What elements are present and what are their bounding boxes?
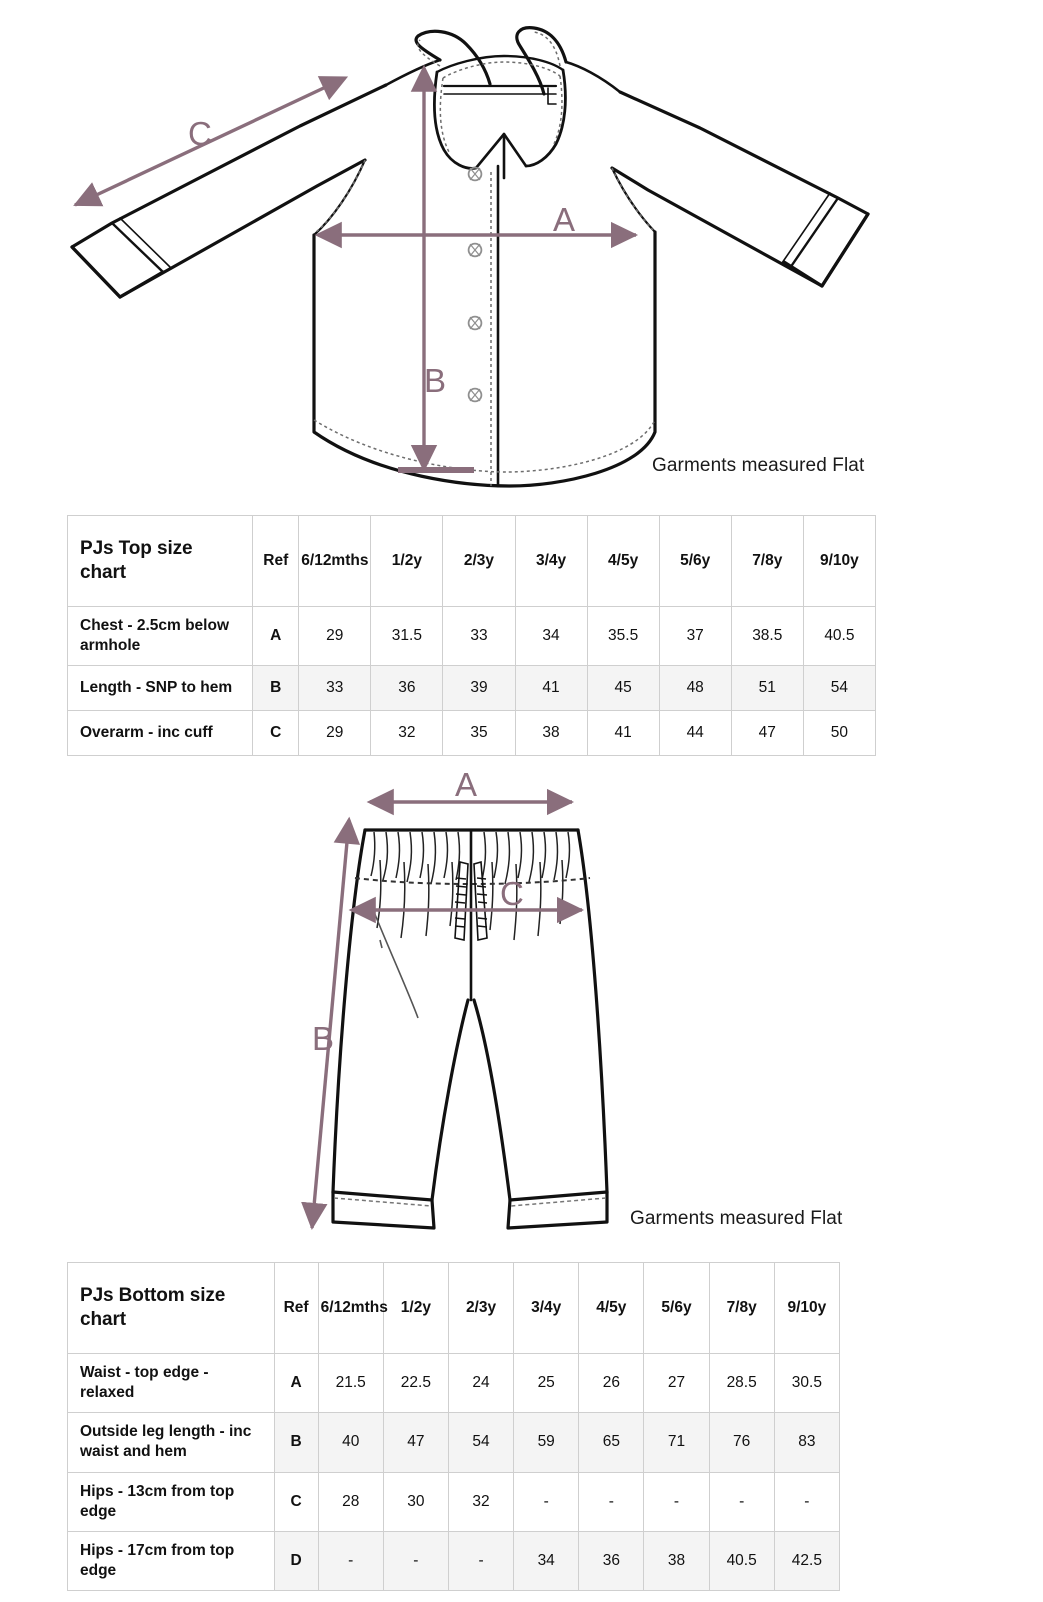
cell: 24 [448,1354,513,1413]
measure-label-b-bottom: B [312,1020,335,1057]
cell: 28 [318,1472,383,1531]
table-row [68,1531,840,1590]
cell: 34 [514,1531,579,1590]
garments-measured-flat-note-bottom: Garments measured Flat [630,1208,843,1229]
cell: 45 [587,666,659,711]
cell: 33 [299,666,371,711]
cell: 28.5 [709,1354,774,1413]
bottom-col-2-3y: 2/3y [448,1263,513,1354]
cell: 44 [659,711,731,756]
table-row [68,1354,840,1413]
cell: 25 [514,1354,579,1413]
cell: 22.5 [383,1354,448,1413]
pyjama-bottom-illustration [0,760,1043,1255]
cell: 36 [579,1531,644,1590]
pyjama-top-illustration [0,0,1043,495]
top-col-3-4y: 3/4y [515,516,587,607]
pjs-top-size-chart-table [67,515,876,756]
cell: 21.5 [318,1354,383,1413]
bottom-col-7-8y: 7/8y [709,1263,774,1354]
cell: 29 [299,711,371,756]
cell: 40.5 [709,1531,774,1590]
cell: 41 [515,666,587,711]
top-col-4-5y: 4/5y [587,516,659,607]
cell: - [318,1531,383,1590]
row-ref-d: D [274,1531,318,1590]
garments-measured-flat-note-top: Garments measured Flat [652,455,865,476]
bottom-col-4-5y: 4/5y [579,1263,644,1354]
cell: 54 [448,1413,513,1472]
row-label-hips-17cm: Hips - 17cm from top edge [68,1531,275,1590]
cell: 30.5 [774,1354,839,1413]
cell: 76 [709,1413,774,1472]
cell: - [448,1531,513,1590]
table-row [68,711,876,756]
cell: 36 [371,666,443,711]
table-header-row [68,516,876,607]
row-ref-b: B [274,1413,318,1472]
measure-label-b-top: B [424,362,447,399]
row-ref-c: C [253,711,299,756]
cell: 83 [774,1413,839,1472]
cell: 34 [515,607,587,666]
cell: 35.5 [587,607,659,666]
measure-label-c-top: C [188,115,212,152]
cell: 40.5 [803,607,875,666]
cell: 31.5 [371,607,443,666]
cell: 39 [443,666,515,711]
table-row [68,666,876,711]
row-ref-a: A [253,607,299,666]
cell: 42.5 [774,1531,839,1590]
cell: 40 [318,1413,383,1472]
cell: 47 [731,711,803,756]
cell: 32 [371,711,443,756]
row-ref-a: A [274,1354,318,1413]
row-label-length: Length - SNP to hem [68,666,253,711]
table-row [68,1472,840,1531]
cell: 29 [299,607,371,666]
measure-label-a-bottom: A [455,766,478,803]
cell: 32 [448,1472,513,1531]
cell: 38 [515,711,587,756]
row-label-outside-leg: Outside leg length - inc waist and hem [68,1413,275,1472]
row-label-waist: Waist - top edge - relaxed [68,1354,275,1413]
cell: 41 [587,711,659,756]
measure-label-a-top: A [553,201,576,238]
top-col-7-8y: 7/8y [731,516,803,607]
cell: - [514,1472,579,1531]
cell: 27 [644,1354,709,1413]
bottom-col-5-6y: 5/6y [644,1263,709,1354]
cell: 35 [443,711,515,756]
row-ref-b: B [253,666,299,711]
bottom-table-title: PJs Bottom size chart [68,1263,275,1354]
cell: 65 [579,1413,644,1472]
cell: 30 [383,1472,448,1531]
top-table-title: PJs Top size chart [68,516,253,607]
top-col-9-10y: 9/10y [803,516,875,607]
cell: 33 [443,607,515,666]
cell: 54 [803,666,875,711]
bottom-col-6-12mths: 6/12mths [318,1263,383,1354]
cell: 59 [514,1413,579,1472]
row-ref-c: C [274,1472,318,1531]
bottom-col-3-4y: 3/4y [514,1263,579,1354]
cell: - [579,1472,644,1531]
top-col-ref: Ref [253,516,299,607]
bottom-col-9-10y: 9/10y [774,1263,839,1354]
cell: 47 [383,1413,448,1472]
top-col-5-6y: 5/6y [659,516,731,607]
cell: - [383,1531,448,1590]
table-header-row [68,1263,840,1354]
cell: - [709,1472,774,1531]
cell: 51 [731,666,803,711]
bottom-col-ref: Ref [274,1263,318,1354]
top-col-1-2y: 1/2y [371,516,443,607]
cell: 71 [644,1413,709,1472]
cell: - [774,1472,839,1531]
cell: 38 [644,1531,709,1590]
row-label-overarm: Overarm - inc cuff [68,711,253,756]
table-row [68,1413,840,1472]
cell: 26 [579,1354,644,1413]
cell: 37 [659,607,731,666]
table-row [68,607,876,666]
cell: 50 [803,711,875,756]
bottom-col-1-2y: 1/2y [383,1263,448,1354]
cell: - [644,1472,709,1531]
top-col-2-3y: 2/3y [443,516,515,607]
measure-label-c-bottom: C [500,875,524,912]
cell: 48 [659,666,731,711]
row-label-hips-13cm: Hips - 13cm from top edge [68,1472,275,1531]
row-label-chest: Chest - 2.5cm below armhole [68,607,253,666]
pjs-bottom-size-chart-table [67,1262,840,1591]
cell: 38.5 [731,607,803,666]
top-col-6-12mths: 6/12mths [299,516,371,607]
